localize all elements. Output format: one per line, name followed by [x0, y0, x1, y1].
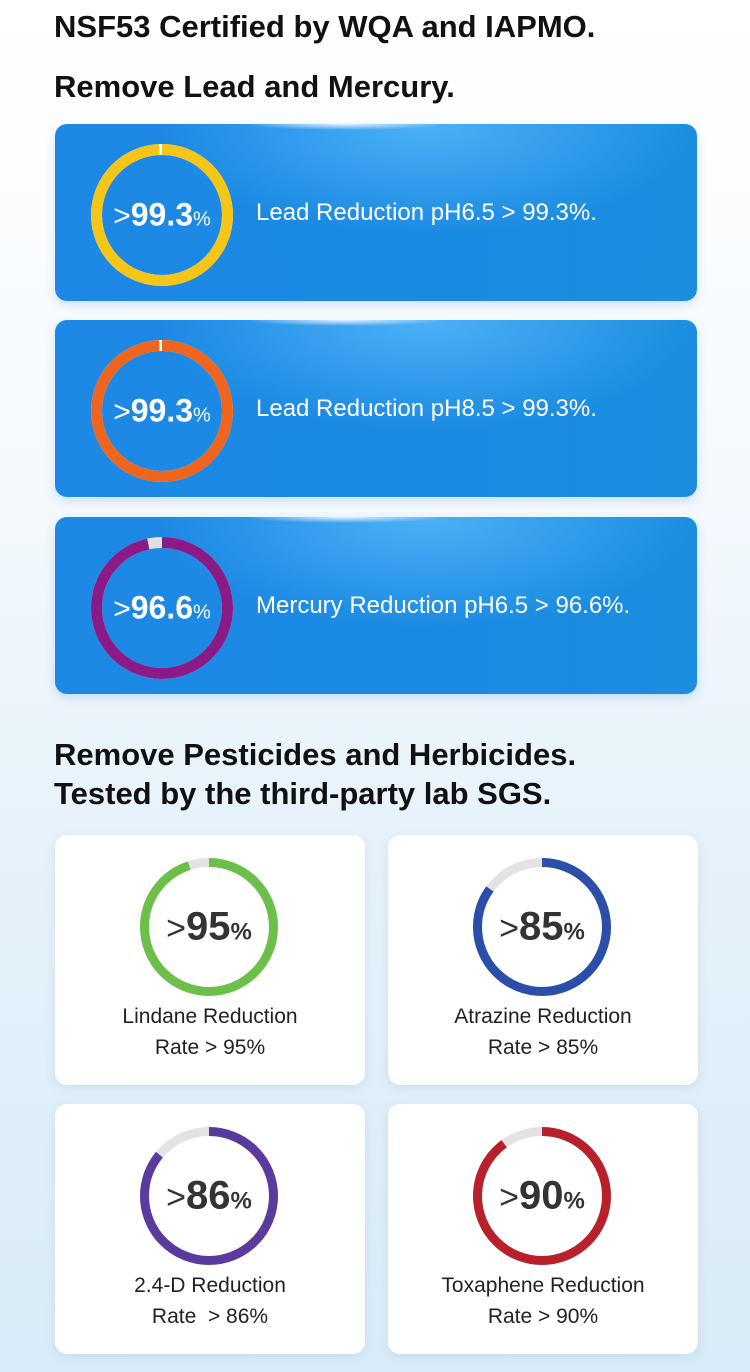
24d-card — [55, 1104, 365, 1354]
lead-ph65-value: >99.3% — [113, 196, 211, 233]
24d-ring — [139, 1126, 279, 1266]
atrazine-label: Atrazine Reduction Rate > 85% — [454, 1005, 632, 1059]
mercury-ph65-value: >96.6% — [113, 589, 211, 626]
lead-ph65-ring — [90, 143, 234, 287]
lead-ph65-description: Lead Reduction pH6.5 > 99.3%. — [256, 198, 597, 226]
lindane-value: >95% — [166, 904, 252, 949]
lindane-card — [55, 835, 365, 1085]
24d-value: >86% — [166, 1173, 252, 1218]
mercury-ph65-card — [55, 517, 697, 694]
heading-lead-mercury: Remove Lead and Mercury. — [54, 69, 455, 104]
mercury-ph65-ring — [90, 536, 234, 680]
lead-ph85-card — [55, 320, 697, 497]
mercury-ph65-description: Mercury Reduction pH6.5 > 96.6%. — [256, 591, 631, 619]
atrazine-value: >85% — [499, 904, 585, 949]
toxaphene-label: Toxaphene Reduction Rate > 90% — [441, 1274, 645, 1328]
lead-ph85-description: Lead Reduction pH8.5 > 99.3%. — [256, 394, 597, 422]
24d-label: 2.4-D Reduction Rate > 86% — [134, 1274, 286, 1328]
lindane-ring — [139, 857, 279, 997]
lindane-label: Lindane Reduction Rate > 95% — [122, 1005, 298, 1059]
lead-ph65-card — [55, 124, 697, 301]
lead-ph85-value: >99.3% — [113, 392, 211, 429]
toxaphene-value: >90% — [499, 1173, 585, 1218]
heading-sgs-tested: Tested by the third-party lab SGS. — [54, 776, 552, 811]
lead-ph85-ring — [90, 339, 234, 483]
toxaphene-ring — [472, 1126, 612, 1266]
atrazine-ring — [472, 857, 612, 997]
heading-pesticides: Remove Pesticides and Herbicides. — [54, 737, 577, 772]
atrazine-card — [388, 835, 698, 1085]
toxaphene-card — [388, 1104, 698, 1354]
heading-certification: NSF53 Certified by WQA and IAPMO. — [54, 9, 596, 44]
